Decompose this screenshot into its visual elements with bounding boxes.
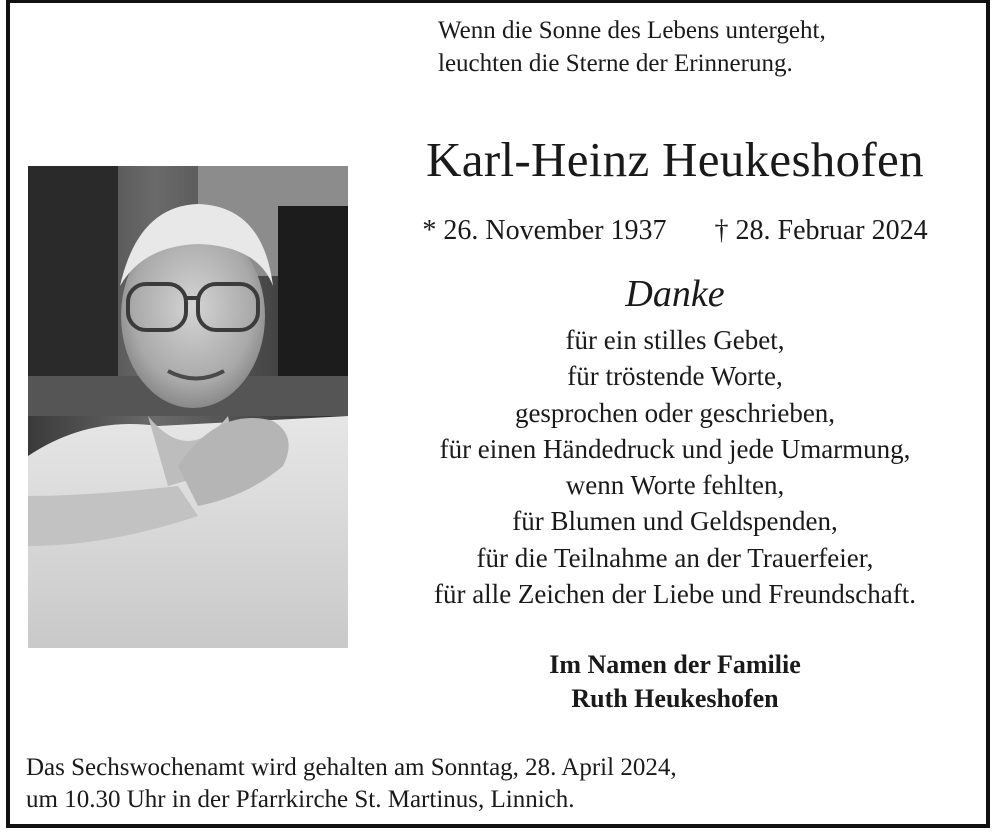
- notice-line-1: Das Sechswochenamt wird gehalten am Sonntag, 28. April 2024,: [26, 754, 677, 781]
- thanks-line: für Blumen und Geldspenden,: [512, 506, 838, 537]
- thanks-line: für tröstende Worte,: [567, 361, 783, 392]
- signature-line-1: Im Namen der Familie: [549, 650, 801, 679]
- death-date: † 28. Februar 2024: [714, 215, 928, 246]
- motto-line-2: leuchten die Sterne der Erinnerung.: [438, 50, 793, 77]
- notice-line-2: um 10.30 Uhr in der Pfarrkirche St. Martinus, Linnich.: [26, 786, 575, 813]
- thanks-line: für ein stilles Gebet,: [565, 325, 785, 355]
- life-dates: [370, 214, 980, 248]
- thanks-line: für einen Händedruck und jede Umarmung,: [439, 433, 911, 464]
- thanks-line: wenn Worte fehlten,: [565, 470, 785, 501]
- signature-line-2: Ruth Heukeshofen: [571, 684, 779, 713]
- deceased-name: Karl-Heinz Heukeshofen: [426, 132, 924, 187]
- birth-date: * 26. November 1937: [422, 215, 667, 246]
- thanks-text: [370, 322, 980, 612]
- motto-line-1: Wenn die Sonne des Lebens untergeht,: [438, 17, 826, 44]
- thanks-line: für die Teilnahme an der Trauerfeier,: [476, 542, 874, 573]
- thanks-line: gesprochen oder geschrieben,: [514, 397, 836, 428]
- thanks-line: für alle Zeichen der Liebe und Freundschaft.: [433, 579, 917, 610]
- family-signature: [370, 648, 980, 716]
- motto: [438, 14, 958, 80]
- thanks-heading: Danke: [625, 273, 725, 315]
- mass-notice: [26, 752, 786, 816]
- portrait-photo: [28, 166, 348, 648]
